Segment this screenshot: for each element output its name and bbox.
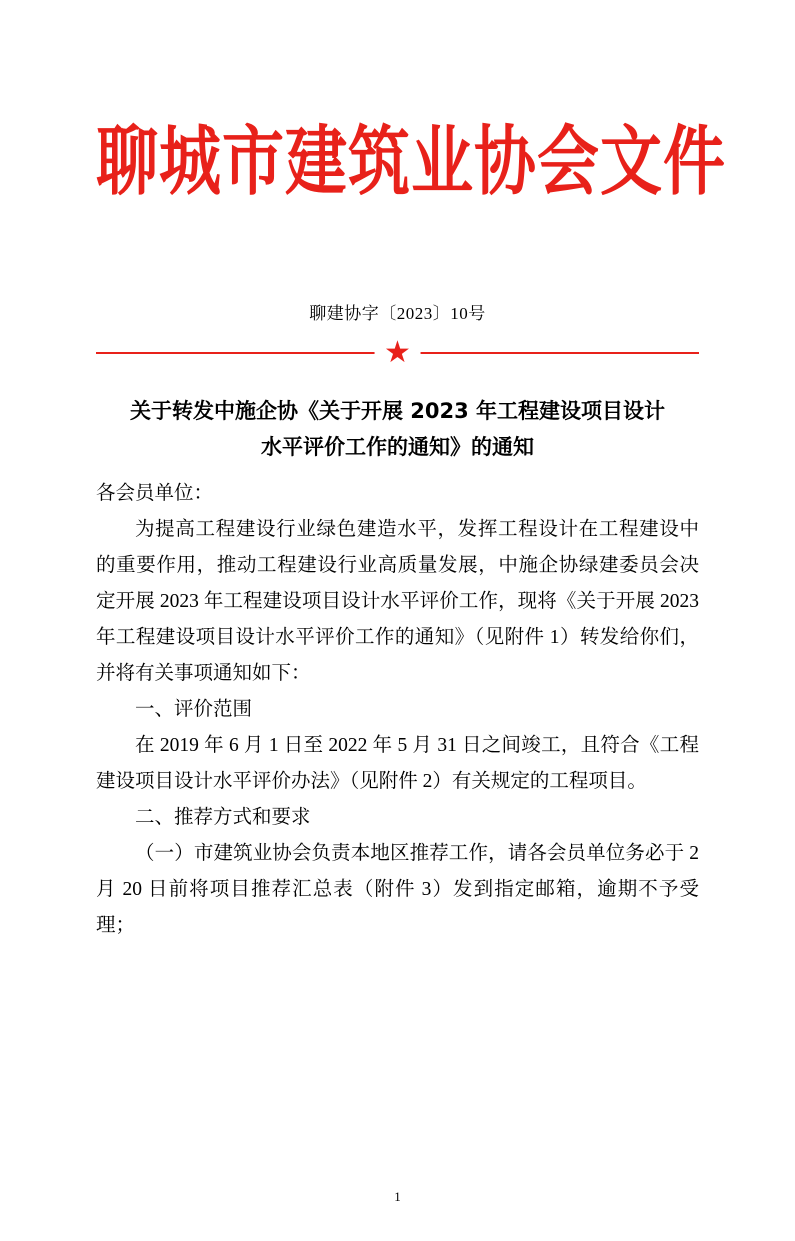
page-number: 1 — [394, 1189, 401, 1204]
section-heading-2: 二、推荐方式和要求 — [135, 807, 311, 829]
body-paragraph-3: （一）市建筑业协会负责本地区推荐工作，请各会员单位务必于 2 月 20 日前将项目推荐汇总表（附件 3）发到指定邮箱，逾期不予受理； — [96, 843, 699, 937]
body-paragraph-2: 在 2019 年 6 月 1 日至 2022 年 5 月 31 日之间竣工，且符合《工程建设项目设计水平评价办法》（见附件 2）有关规定的工程项目。 — [96, 735, 699, 793]
salutation: 各会员单位： — [96, 482, 214, 504]
subject-line-2: 水平评价工作的通知》的通知 — [261, 434, 534, 459]
organization-title: 聊城市建筑业协会文件 — [96, 116, 727, 206]
document-header — [96, 116, 727, 206]
document-subject — [96, 394, 699, 465]
document-page — [0, 118, 795, 1241]
body-paragraph-1: 为提高工程建设行业绿色建造水平，发挥工程设计在工程建设中的重要作用，推动工程建设行业高质量发展，中施企协绿建委员会决定开展 2023 年工程建设项目设计水平评价工作，现将《关于开展 2023 年工程建设项目设计水平评价工作的通知》（见附件 1）转发给你们，并将有关事项通知如下： — [96, 518, 699, 684]
document-number: 聊建协字〔2023〕10号 — [309, 304, 486, 324]
section-heading-1: 一、评价范围 — [135, 699, 253, 721]
document-body — [96, 476, 699, 945]
red-separator-rule — [96, 336, 699, 370]
star-icon: ★ — [374, 338, 421, 368]
subject-line-1: 关于转发中施企协《关于开展 2023 年工程建设项目设计 — [129, 399, 666, 424]
